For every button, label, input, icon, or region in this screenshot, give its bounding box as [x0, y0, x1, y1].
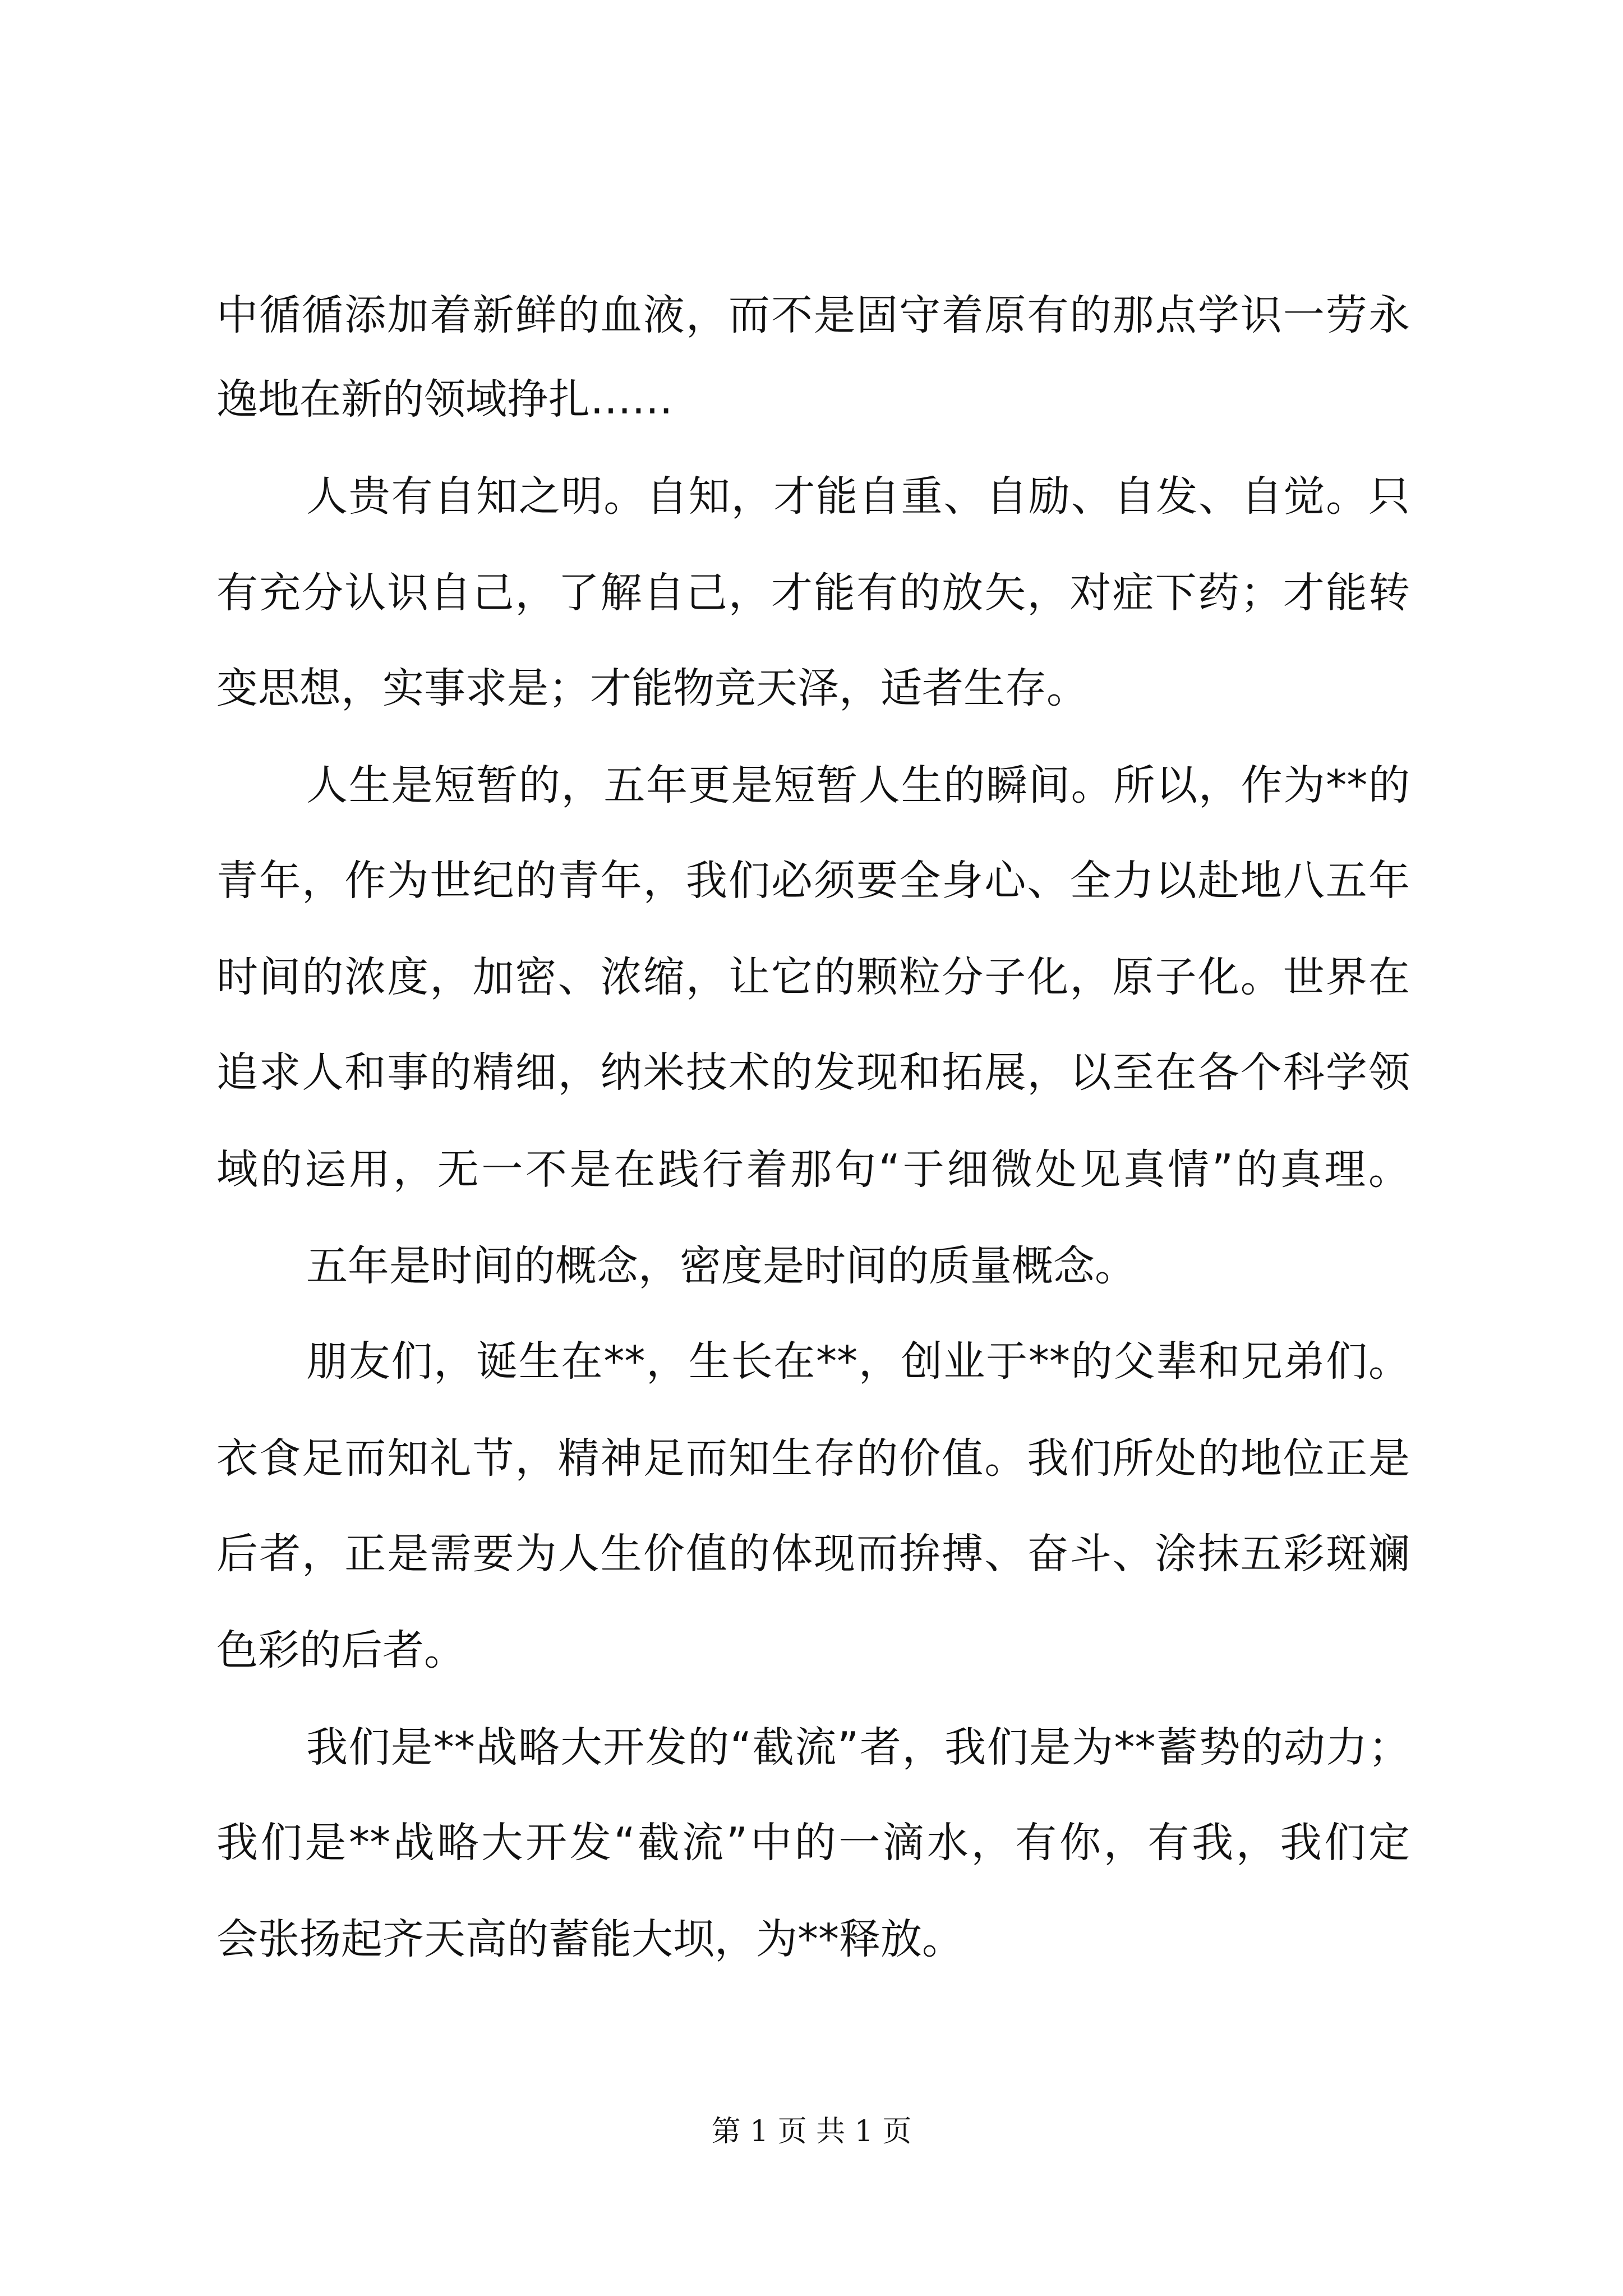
text-line: 衣食足而知礼节，精神足而知生存的价值。我们所处的地位正是 — [216, 1434, 1410, 1483]
page-footer: 第 1 页 共 1 页 — [711, 2115, 912, 2148]
text-line: 会张扬起齐天高的蓄能大坝，为**释放。 — [216, 1915, 963, 1963]
text-line: 我们是**战略大开发的“截流”者，我们是为**蓄势的动力； — [306, 1723, 1410, 1772]
text-line: 人生是短暂的，五年更是短暂人生的瞬间。所以，作为**的 — [306, 761, 1410, 809]
text-line: 色彩的后者。 — [216, 1626, 465, 1674]
text-line: 追求人和事的精细，纳米技术的发现和拓展，以至在各个科学领 — [216, 1048, 1410, 1097]
text-line: 青年，作为世纪的青年，我们必须要全身心、全力以赴地八五年 — [216, 857, 1410, 905]
text-line: 域的运用，无一不是在践行着那句“于细微处见真情”的真理。 — [216, 1145, 1410, 1194]
text-line: 后者，正是需要为人生价值的体现而拚搏、奋斗、涂抹五彩斑斓 — [216, 1530, 1410, 1578]
text-line: 变思想，实事求是；才能物竞天泽，适者生存。 — [216, 664, 1088, 712]
text-line: 时间的浓度，加密、浓缩，让它的颗粒分子化，原子化。世界在 — [216, 953, 1410, 1001]
text-line: 人贵有自知之明。自知，才能自重、自励、自发、自觉。只 — [306, 472, 1410, 521]
text-line: 有充分认识自己，了解自己，才能有的放矢，对症下药；才能转 — [216, 569, 1410, 617]
text-line: 我们是**战略大开发“截流”中的一滴水，有你，有我，我们定 — [216, 1819, 1410, 1867]
text-line: 逸地在新的领域挣扎…… — [216, 375, 673, 424]
text-line: 朋友们，诞生在**，生长在**，创业于**的父辈和兄弟们。 — [306, 1337, 1410, 1386]
text-line: 五年是时间的概念，密度是时间的质量概念。 — [306, 1242, 1136, 1290]
text-line: 中循循添加着新鲜的血液，而不是固守着原有的那点学识一劳永 — [216, 291, 1410, 339]
